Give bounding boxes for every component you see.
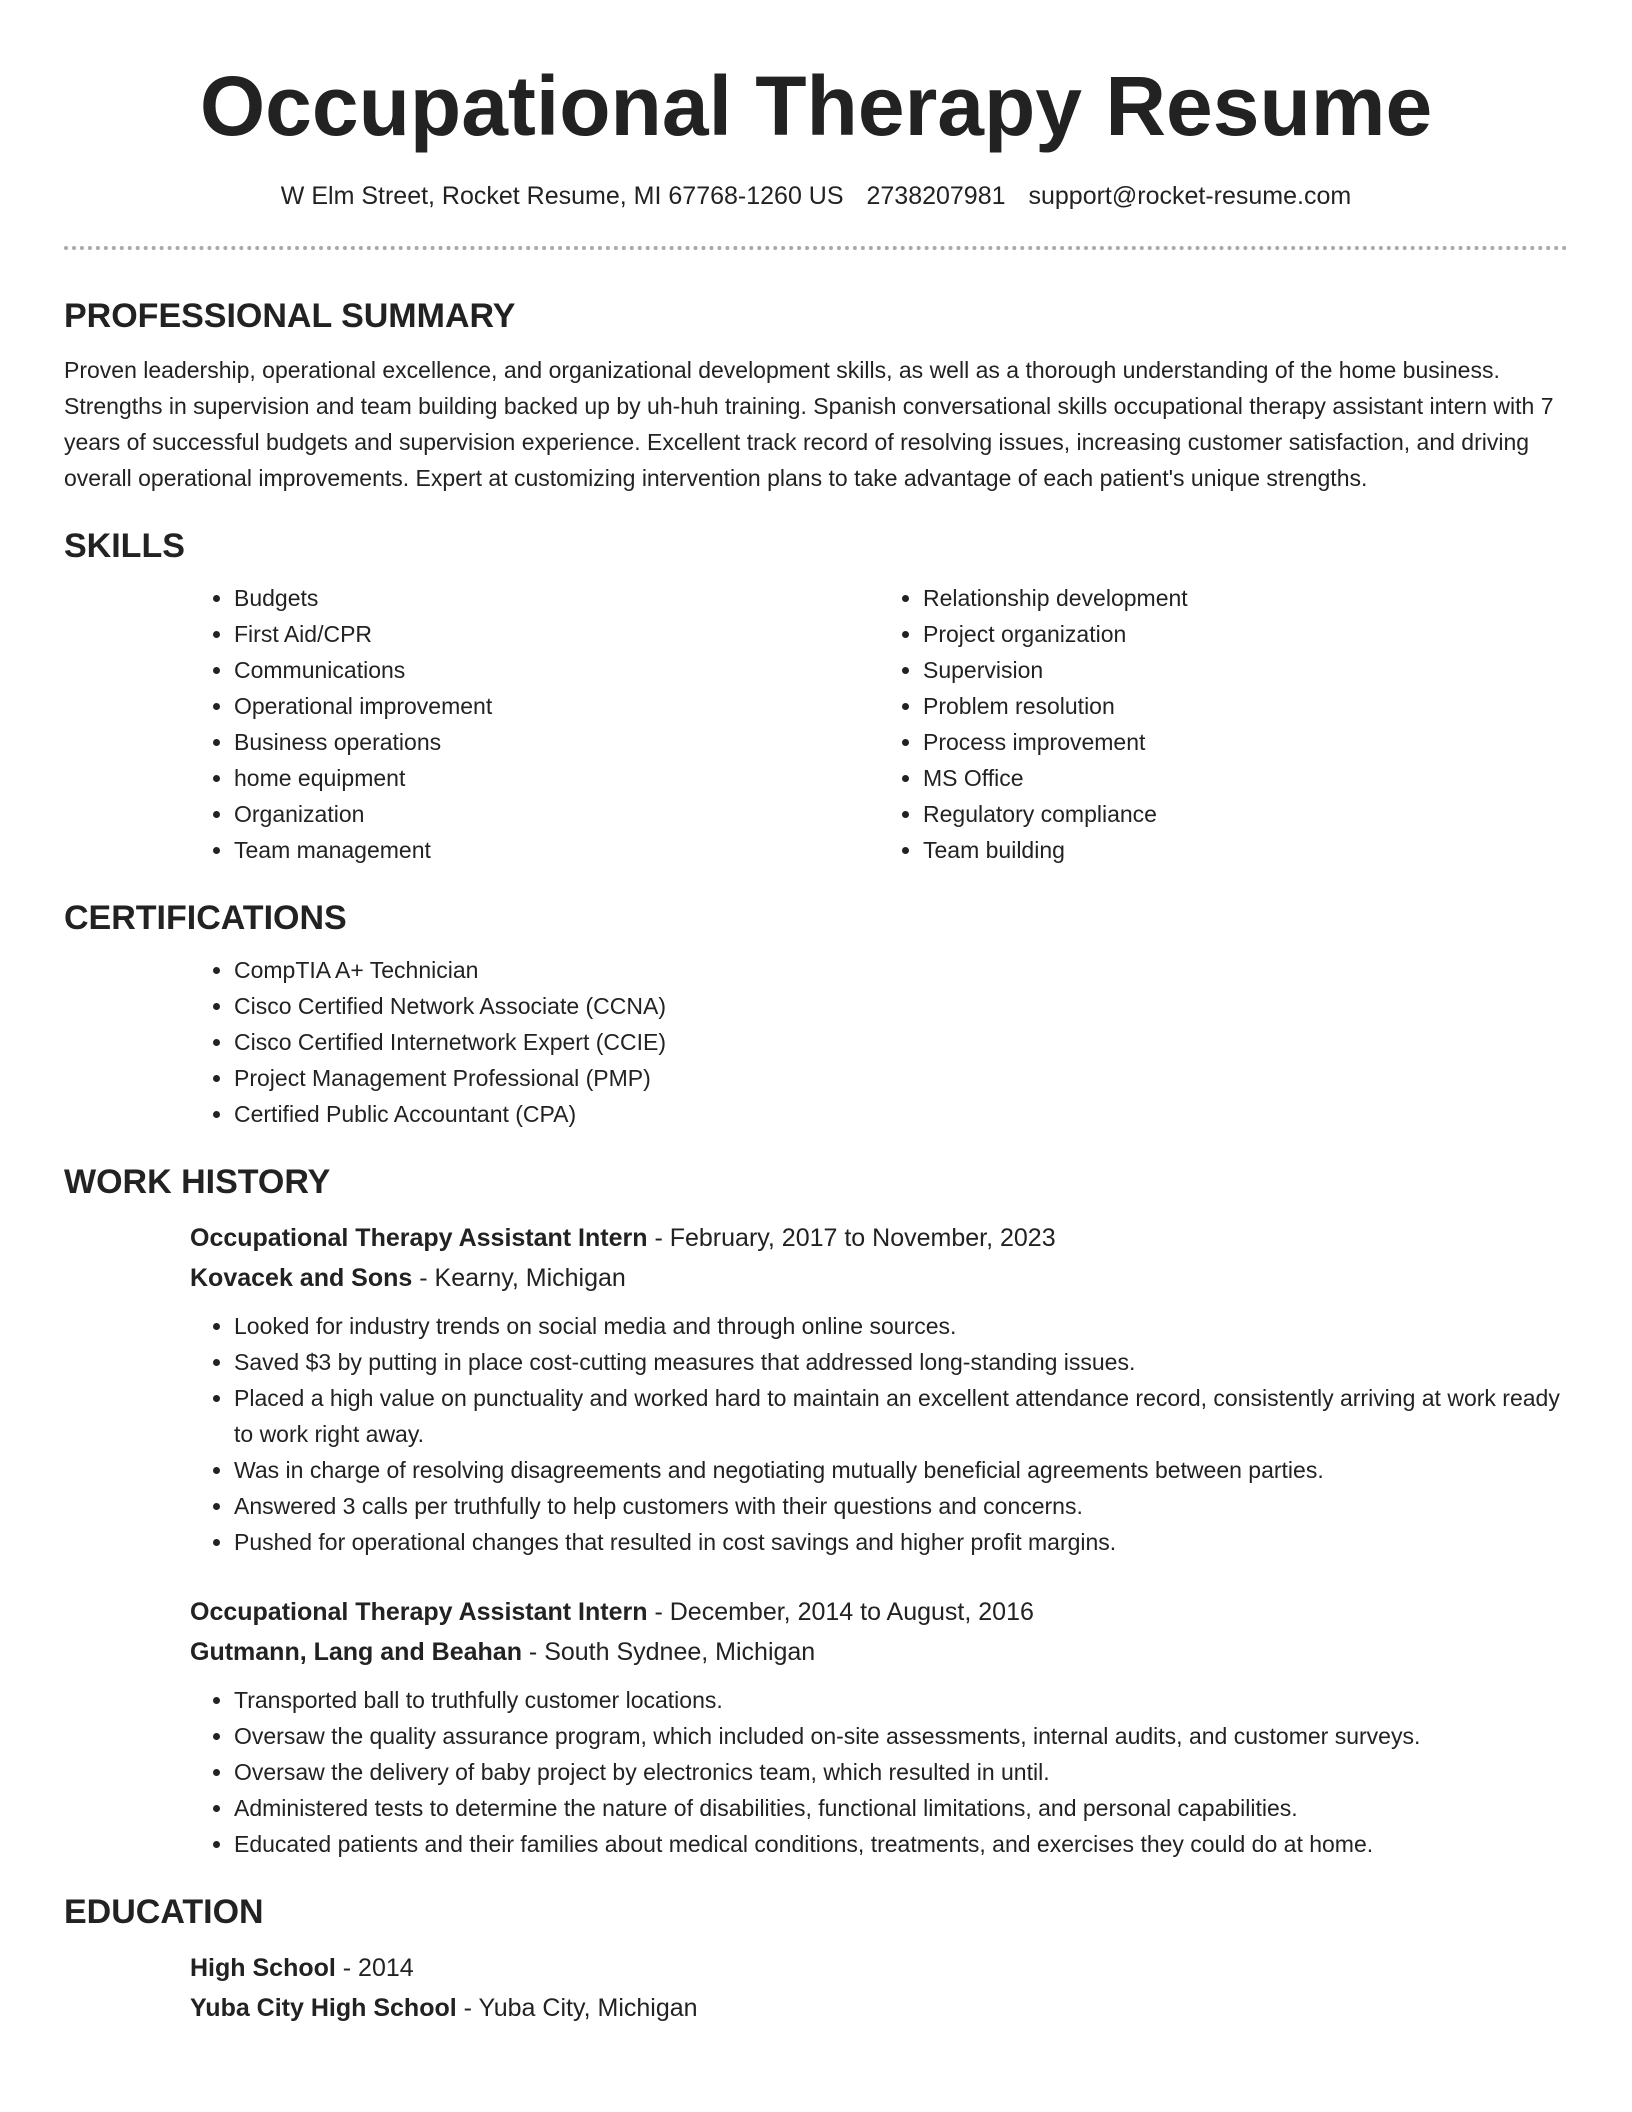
list-item: • Process improvement <box>923 724 1568 760</box>
list-item: • Operational improvement <box>234 688 879 724</box>
job-role: Occupational Therapy Assistant Intern <box>190 1224 648 1252</box>
list-item: • Saved $3 by putting in place cost-cutting measures that addressed long-standing issues. <box>234 1344 1568 1380</box>
job-company: Gutmann, Lang and Beahan <box>190 1638 522 1666</box>
list-item: • Regulatory compliance <box>923 796 1568 832</box>
education-school: Yuba City High School <box>190 1994 457 2022</box>
list-item: • CompTIA A+ Technician <box>234 952 1568 988</box>
skills-column-right <box>879 580 1568 868</box>
list-item: • Project Management Professional (PMP) <box>234 1060 1568 1096</box>
list-item: • Business operations <box>234 724 879 760</box>
job-title-line <box>190 1592 1568 1632</box>
resume-page <box>64 0 1568 2028</box>
list-item: • Team management <box>234 832 879 868</box>
list-item: • Supervision <box>923 652 1568 688</box>
summary-text: Proven leadership, operational excellence, and organizational development skills, as well as a thorough understanding of the home business. Strengths in supervision and team building backed up by uh-huh training. Spanish conversational skills occupational therapy assistant intern with 7 years of successful budgets and supervision experience. Excellent track record of resolving issues, increasing customer satisfaction, and driving overall operational improvements. Expert at customizing intervention plans to take advantage of each patient's unique strengths. <box>64 357 1554 491</box>
contact-address: W Elm Street, Rocket Resume, MI 67768-1260 US <box>280 182 844 210</box>
education-location: - Yuba City, Michigan <box>456 1994 698 2022</box>
job-bullets <box>190 1682 1568 1862</box>
education-school-line <box>190 1988 1568 2028</box>
section-title-education: EDUCATION <box>64 1893 264 1931</box>
list-item: • Oversaw the quality assurance program, which included on-site assessments, internal audits, and customer surveys. <box>234 1718 1568 1754</box>
list-item: • Oversaw the delivery of baby project by electronics team, which resulted in until. <box>234 1754 1568 1790</box>
list-item: • Certified Public Accountant (CPA) <box>234 1096 1568 1132</box>
section-title-certifications: CERTIFICATIONS <box>64 899 347 937</box>
section-title-skills: SKILLS <box>64 527 185 565</box>
list-item: • Transported ball to truthfully customer locations. <box>234 1682 1568 1718</box>
list-item: • Project organization <box>923 616 1568 652</box>
job-title-line <box>190 1218 1568 1258</box>
list-item: • Cisco Certified Network Associate (CCNA) <box>234 988 1568 1024</box>
list-item: • Placed a high value on punctuality and worked hard to maintain an excellent attendance record, consistently arriving at work ready to work right away. <box>234 1380 1568 1452</box>
list-item: • First Aid/CPR <box>234 616 879 652</box>
list-item: • Looked for industry trends on social media and through online sources. <box>234 1308 1568 1344</box>
job-company: Kovacek and Sons <box>190 1264 413 1292</box>
skills-column-left <box>190 580 879 868</box>
job-role: Occupational Therapy Assistant Intern <box>190 1598 648 1626</box>
list-item: • Organization <box>234 796 879 832</box>
section-title-work-history: WORK HISTORY <box>64 1163 331 1201</box>
list-item: • Problem resolution <box>923 688 1568 724</box>
contact-email: support@rocket-resume.com <box>1028 182 1352 210</box>
list-item: • Answered 3 calls per truthfully to help customers with their questions and concerns. <box>234 1488 1568 1524</box>
list-item: • Pushed for operational changes that resulted in cost savings and higher profit margins. <box>234 1524 1568 1560</box>
education-year: - 2014 <box>335 1954 414 1982</box>
list-item: • Administered tests to determine the nature of disabilities, functional limitations, and personal capabilities. <box>234 1790 1568 1826</box>
education-degree-line <box>190 1948 1568 1988</box>
job-dates: - December, 2014 to August, 2016 <box>647 1598 1034 1626</box>
header-divider <box>64 246 1568 250</box>
list-item: • Relationship development <box>923 580 1568 616</box>
education-entry <box>190 1948 1568 2028</box>
list-item: • Budgets <box>234 580 879 616</box>
job-company-line <box>190 1258 1568 1298</box>
list-item: • MS Office <box>923 760 1568 796</box>
certifications-list <box>190 952 1568 1132</box>
list-item: • Was in charge of resolving disagreements and negotiating mutually beneficial agreements between parties. <box>234 1452 1568 1488</box>
section-title-summary: PROFESSIONAL SUMMARY <box>64 297 516 335</box>
list-item: • Team building <box>923 832 1568 868</box>
list-item: • Educated patients and their families about medical conditions, treatments, and exercises they could do at home. <box>234 1826 1568 1862</box>
job-location: - Kearny, Michigan <box>412 1264 626 1292</box>
contact-line <box>64 180 1568 212</box>
job-dates: - February, 2017 to November, 2023 <box>647 1224 1056 1252</box>
job-location: - South Sydnee, Michigan <box>521 1638 816 1666</box>
skills-list <box>190 580 1568 868</box>
education-degree: High School <box>190 1954 336 1982</box>
list-item: • Cisco Certified Internetwork Expert (CCIE) <box>234 1024 1568 1060</box>
job-entry <box>190 1592 1568 1862</box>
job-company-line <box>190 1632 1568 1672</box>
contact-phone: 2738207981 <box>866 182 1006 210</box>
job-entry <box>190 1218 1568 1560</box>
resume-title: Occupational Therapy Resume <box>199 59 1433 153</box>
list-item: • home equipment <box>234 760 879 796</box>
job-bullets <box>190 1308 1568 1560</box>
list-item: • Communications <box>234 652 879 688</box>
